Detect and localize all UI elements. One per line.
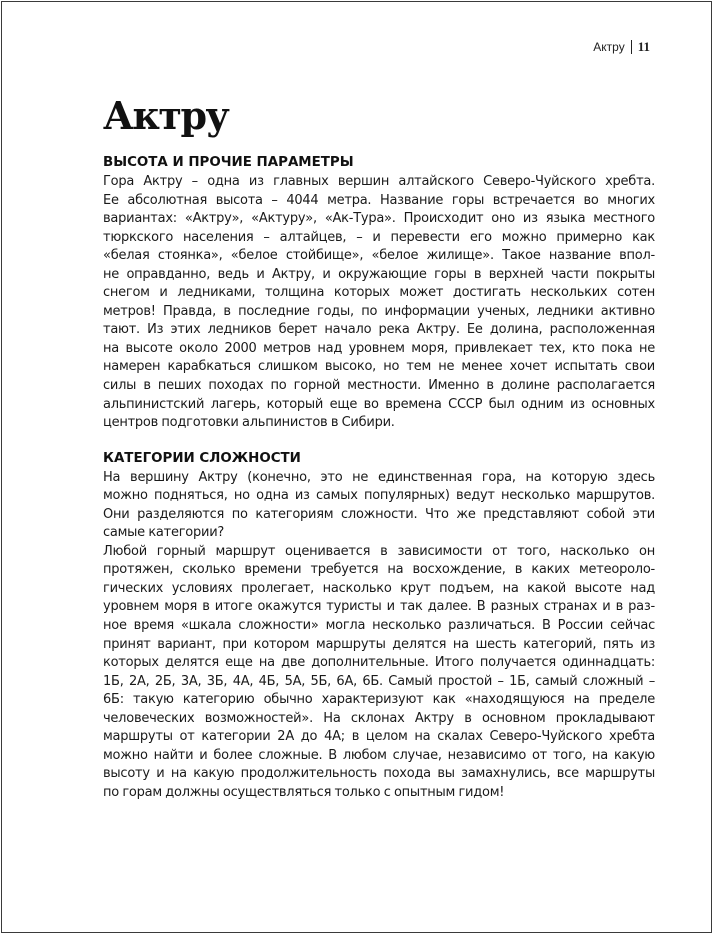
paragraph: [103, 543, 655, 803]
text-line: Они разделяются по категориям сложности. Что же представляют собой эти: [103, 506, 655, 522]
text-line: человеческих возможностей». На склонах Актру в основном прокладывают: [103, 710, 655, 726]
text-line: на высоте около 2000 метров над уровнем моря, привлекает тех, кто пока не: [103, 340, 655, 356]
text-line: вариантах: «Актру», «Актуру», «Ак-Тура». Происходит оно из языка местного: [103, 211, 655, 227]
text-line: На вершину Актру (конечно, это не единственная гора, на которую здесь: [103, 469, 655, 485]
book-page: [1, 1, 712, 933]
text-line: центров подготовки альпинистов в Сибири.: [103, 415, 395, 431]
text-line: можно подняться, но одна из самых популярных) ведут несколько маршрутов.: [103, 488, 655, 504]
text-line: альпинистский лагерь, который еще во времена СССР был одним из основных: [103, 396, 655, 412]
text-line: тюркского населения – алтайцев, – и перевести его можно примерно как: [103, 229, 655, 245]
paragraph: [103, 469, 655, 543]
section-difficulty-categories: [103, 449, 655, 803]
text-line: метров! Правда, в последние годы, по информации ученых, ледники активно: [103, 303, 655, 319]
text-line: по горам должны осуществляться только с опытным гидом!: [103, 784, 505, 800]
text-line: снегом и ледниками, толщина которых может достигать нескольких сотен: [103, 285, 655, 301]
text-line: протяжен, сколько времени требуется на восхождение, в каких метеороло-: [103, 562, 655, 578]
running-head-title: Актру: [593, 40, 625, 54]
page-number: 11: [637, 39, 650, 54]
text-line: Ее абсолютная высота – 4044 метра. Название горы встречается во многих: [103, 192, 655, 208]
text-line: можно найти и более сложные. В любом случае, независимо от того, на какую: [103, 747, 655, 763]
text-line: «белая стоянка», «белое стойбище», «белое жилище». Такое название впол-: [103, 248, 655, 264]
text-line: тают. Из этих ледников берет начало река Актру. Ее долина, расположенная: [103, 322, 655, 338]
text-line: 1Б, 2А, 2Б, 3А, 3Б, 4А, 4Б, 5А, 5Б, 6А, 6Б. Самый простой – 1Б, самый сложный –: [103, 673, 655, 689]
paragraph: [103, 173, 655, 433]
text-line: маршруты от категории 2А до 4А; в целом на скалах Северо-Чуйского хребта: [103, 729, 655, 745]
text-line: силы в пеших походах по горной местности. Именно в долине располагается: [103, 378, 655, 394]
text-line: ное время «шкала сложности» могла несколько различаться. В России сейчас: [103, 618, 655, 634]
text-line: самые категории?: [103, 525, 225, 541]
text-line: Любой горный маршрут оценивается в зависимости от того, насколько он: [103, 543, 655, 559]
running-head: [593, 39, 650, 55]
page-title: Актру: [103, 93, 229, 138]
text-line: которых делятся еще на две дополнительные. Итого получается одиннадцать:: [103, 655, 655, 671]
section-height-parameters: [103, 153, 655, 433]
text-line: высоту и на какую продолжительность похода вы замахнулись, все маршруты: [103, 766, 655, 782]
text-line: уровнем моря в итоге окажутся туристы и так далее. В разных странах и в раз-: [103, 599, 655, 615]
section-heading: КАТЕГОРИИ СЛОЖНОСТИ: [103, 450, 301, 466]
text-line: гических условиях пролегает, насколько крут подъем, на какой высоте над: [103, 580, 655, 596]
text-line: 6Б: такую категорию обычно характеризуют как «находящуюся на пределе: [103, 692, 655, 708]
text-line: не оправданно, ведь и Актру, и окружающие горы в верхней части покрыты: [103, 266, 655, 282]
text-line: принят вариант, при котором маршруты делятся на шесть категорий, пять из: [103, 636, 655, 652]
article-body: [103, 153, 655, 803]
text-line: намерен карабкаться слишком высоко, но тем не менее хочет испытать свои: [103, 359, 655, 375]
section-heading: ВЫСОТА И ПРОЧИЕ ПАРАМЕТРЫ: [103, 155, 354, 170]
text-line: Гора Актру – одна из главных вершин алтайского Северо-Чуйского хребта.: [103, 174, 655, 189]
running-head-separator: [631, 40, 632, 54]
